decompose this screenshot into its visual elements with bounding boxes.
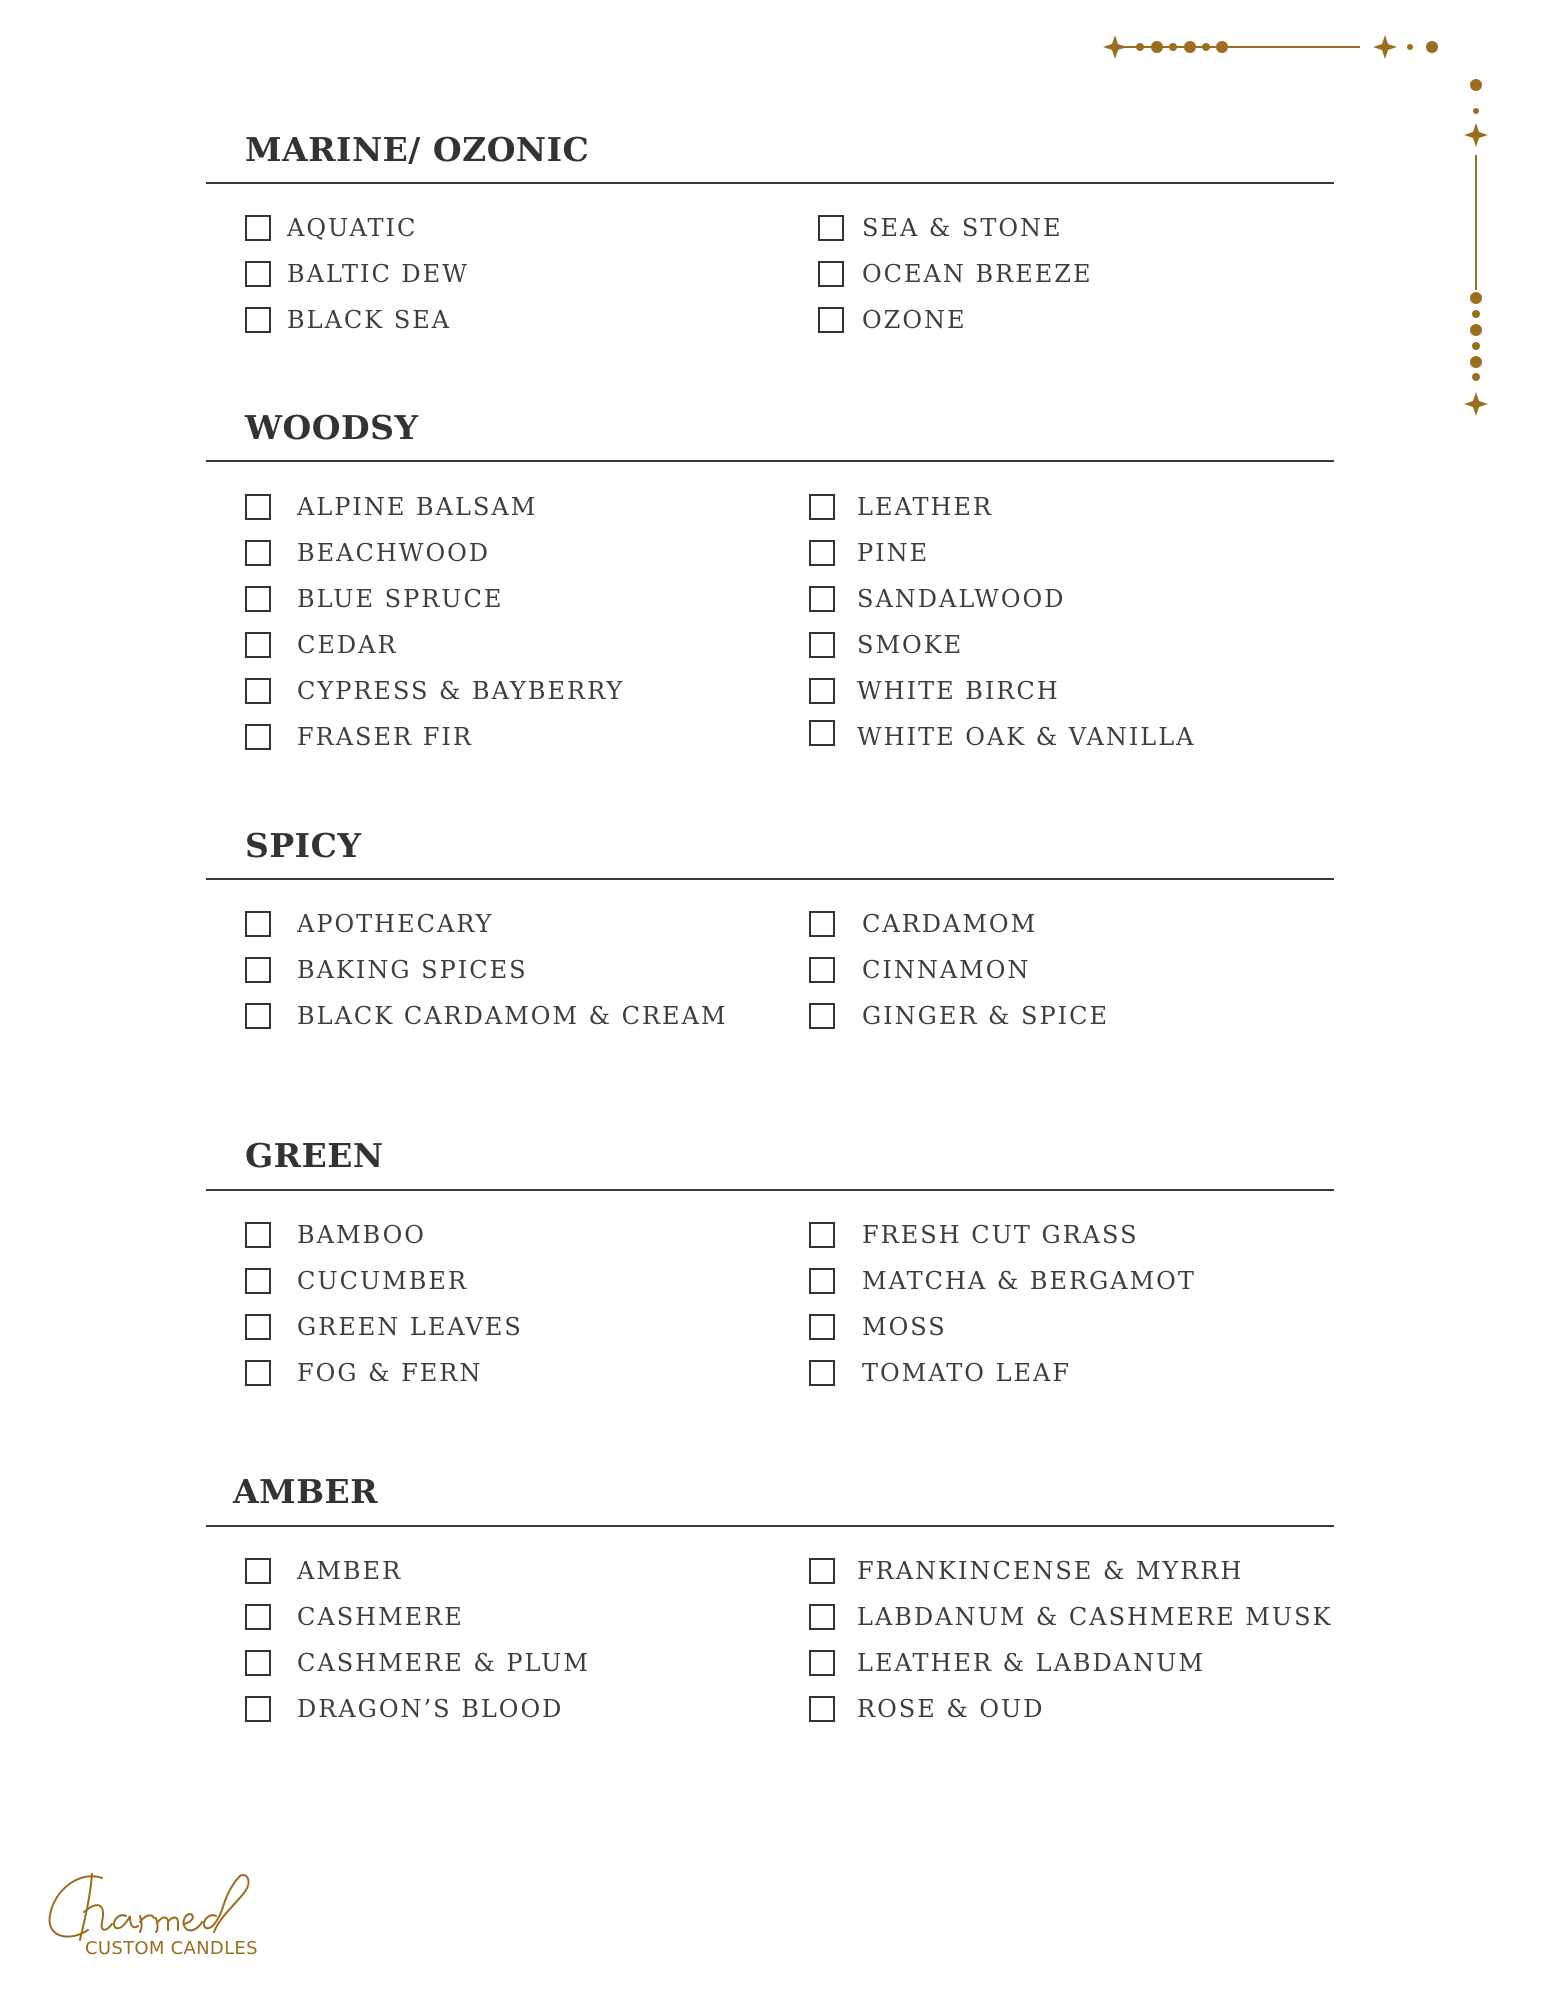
item-label: ALPINE BALSAM (297, 493, 538, 521)
item-label: MOSS (862, 1313, 947, 1341)
checkbox[interactable] (809, 1696, 835, 1722)
checkbox[interactable] (245, 540, 271, 566)
checkbox[interactable] (809, 678, 835, 704)
item-label: BLACK SEA (287, 306, 452, 334)
checkbox[interactable] (809, 632, 835, 658)
section-divider (206, 878, 1334, 880)
item-label: LEATHER (857, 493, 994, 521)
checkbox[interactable] (818, 261, 844, 287)
corner-ornament (1095, 20, 1515, 430)
item-label: SMOKE (857, 631, 964, 659)
checkbox[interactable] (245, 215, 271, 241)
checkbox[interactable] (809, 1003, 835, 1029)
checkbox[interactable] (809, 911, 835, 937)
item-label: LABDANUM & CASHMERE MUSK (857, 1603, 1333, 1631)
checkbox[interactable] (245, 1558, 271, 1584)
checkbox[interactable] (809, 1314, 835, 1340)
item-label: CASHMERE & PLUM (297, 1649, 590, 1677)
item-label: DRAGON’S BLOOD (297, 1695, 564, 1723)
item-label: BAMBOO (297, 1221, 426, 1249)
brand-tagline: CUSTOM CANDLES (85, 1938, 258, 1959)
checkbox[interactable] (809, 494, 835, 520)
checkbox[interactable] (809, 720, 835, 746)
checkbox[interactable] (245, 1360, 271, 1386)
checkbox[interactable] (245, 307, 271, 333)
checkbox[interactable] (245, 1314, 271, 1340)
section-divider (206, 182, 1334, 184)
checkbox[interactable] (809, 1360, 835, 1386)
item-label: WHITE OAK & VANILLA (857, 723, 1196, 751)
section-divider (206, 1189, 1334, 1191)
checkbox[interactable] (818, 307, 844, 333)
section-divider (206, 1525, 1334, 1527)
item-label: OZONE (862, 306, 967, 334)
checkbox[interactable] (809, 1558, 835, 1584)
item-label: AMBER (297, 1557, 403, 1585)
item-label: PINE (857, 539, 930, 567)
section-title: AMBER (233, 1472, 379, 1511)
item-label: FOG & FERN (297, 1359, 483, 1387)
item-label: AQUATIC (287, 214, 418, 242)
checkbox[interactable] (809, 1604, 835, 1630)
item-label: CASHMERE (297, 1603, 464, 1631)
item-label: FRANKINCENSE & MYRRH (857, 1557, 1244, 1585)
checkbox[interactable] (245, 261, 271, 287)
checkbox[interactable] (809, 1222, 835, 1248)
item-label: OCEAN BREEZE (862, 260, 1093, 288)
item-label: CINNAMON (862, 956, 1031, 984)
checkbox[interactable] (245, 1222, 271, 1248)
item-label: APOTHECARY (297, 910, 494, 938)
checkbox[interactable] (245, 632, 271, 658)
checkbox[interactable] (245, 494, 271, 520)
checkbox[interactable] (809, 1650, 835, 1676)
item-label: FRASER FIR (297, 723, 473, 751)
section-title: SPICY (245, 826, 362, 865)
item-label: TOMATO LEAF (862, 1359, 1072, 1387)
checkbox[interactable] (245, 1696, 271, 1722)
checkbox[interactable] (245, 1003, 271, 1029)
checkbox[interactable] (809, 586, 835, 612)
checkbox[interactable] (809, 540, 835, 566)
item-label: CARDAMOM (862, 910, 1038, 938)
checkbox[interactable] (245, 1604, 271, 1630)
item-label: GREEN LEAVES (297, 1313, 523, 1341)
item-label: BALTIC DEW (287, 260, 469, 288)
item-label: WHITE BIRCH (857, 677, 1060, 705)
item-label: BEACHWOOD (297, 539, 491, 567)
checkbox[interactable] (818, 215, 844, 241)
checkbox[interactable] (245, 586, 271, 612)
section-title: GREEN (245, 1136, 384, 1175)
item-label: FRESH CUT GRASS (862, 1221, 1139, 1249)
item-label: SEA & STONE (862, 214, 1063, 242)
checkbox[interactable] (245, 911, 271, 937)
item-label: GINGER & SPICE (862, 1002, 1109, 1030)
checkbox[interactable] (245, 957, 271, 983)
item-label: MATCHA & BERGAMOT (862, 1267, 1196, 1295)
item-label: SANDALWOOD (857, 585, 1066, 613)
item-label: BLACK CARDAMOM & CREAM (297, 1002, 728, 1030)
checkbox[interactable] (809, 957, 835, 983)
item-label: ROSE & OUD (857, 1695, 1045, 1723)
item-label: CUCUMBER (297, 1267, 468, 1295)
checkbox[interactable] (245, 1268, 271, 1294)
checkbox[interactable] (245, 724, 271, 750)
item-label: CEDAR (297, 631, 398, 659)
item-label: BLUE SPRUCE (297, 585, 504, 613)
item-label: BAKING SPICES (297, 956, 528, 984)
section-title: WOODSY (245, 408, 419, 447)
section-divider (206, 460, 1334, 462)
item-label: CYPRESS & BAYBERRY (297, 677, 625, 705)
checkbox[interactable] (809, 1268, 835, 1294)
checkbox[interactable] (245, 1650, 271, 1676)
section-title: MARINE/ OZONIC (245, 130, 590, 169)
checkbox[interactable] (245, 678, 271, 704)
item-label: LEATHER & LABDANUM (857, 1649, 1205, 1677)
